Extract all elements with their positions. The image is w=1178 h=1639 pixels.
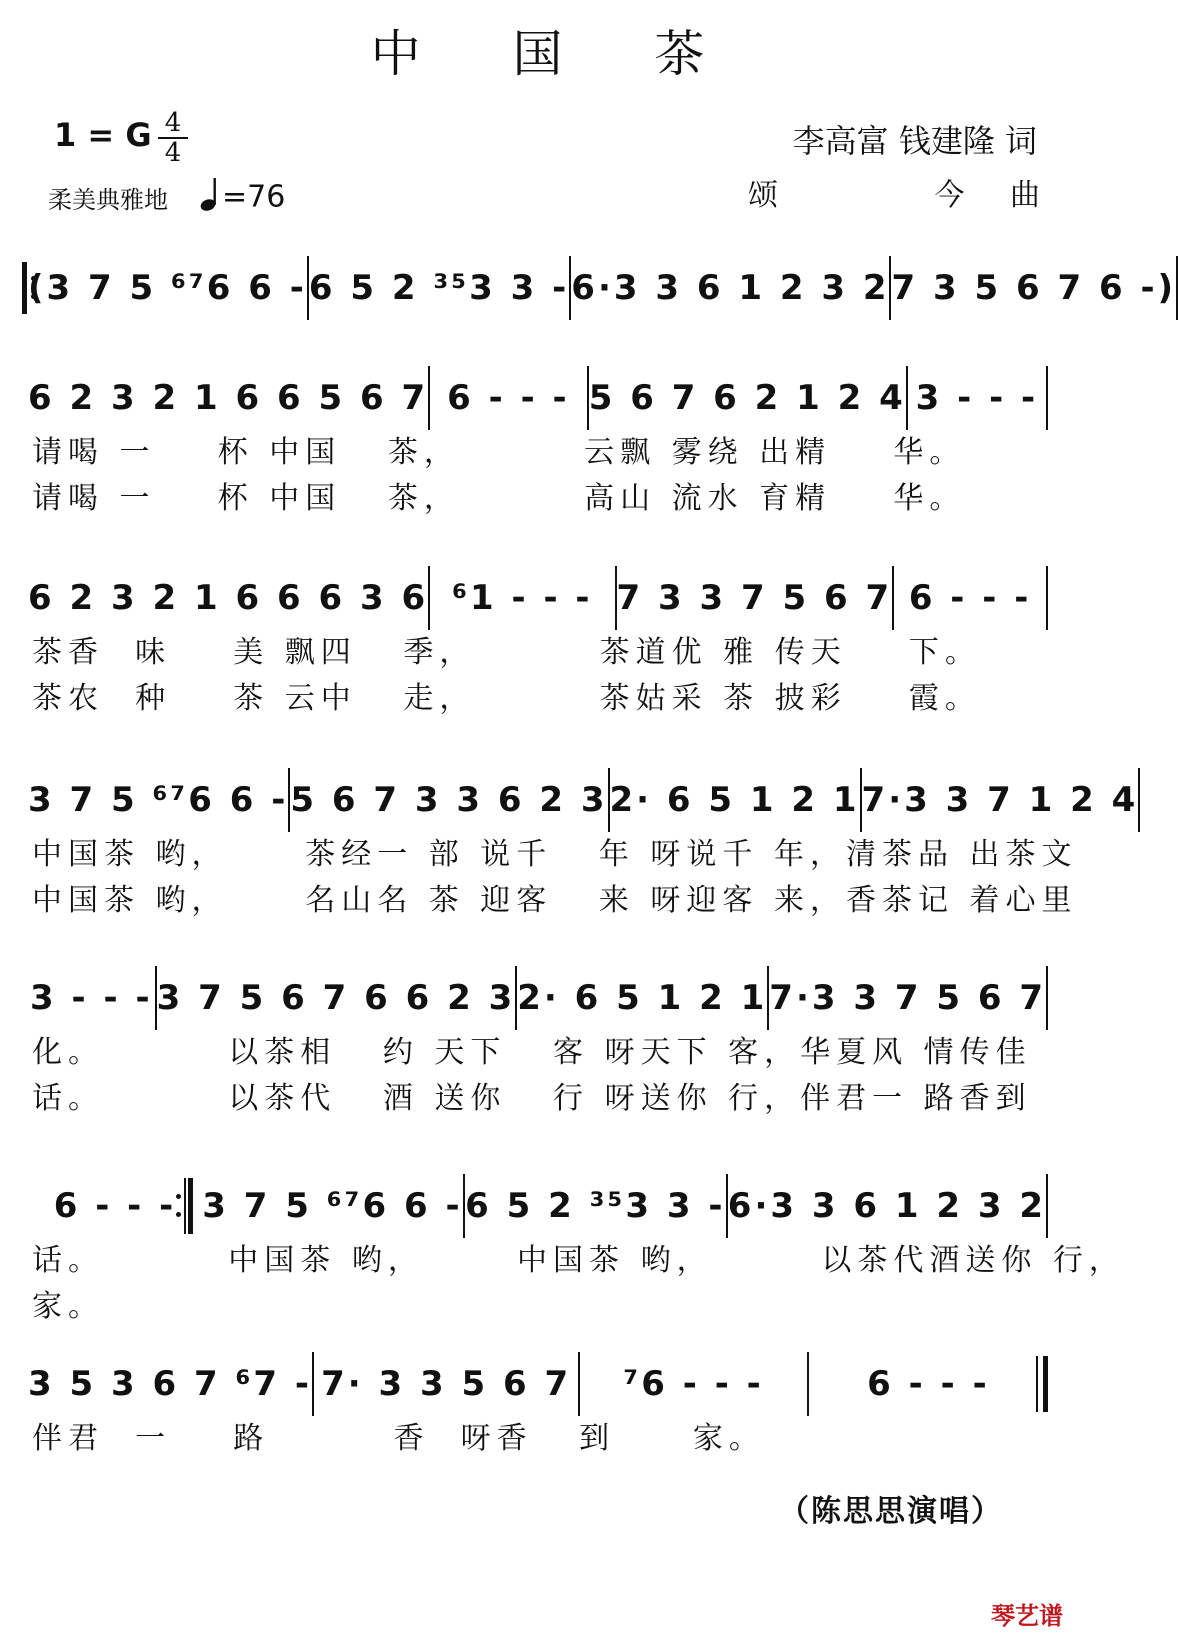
staff: [28, 966, 1048, 1030]
staff: [28, 1174, 1048, 1238]
measure: [610, 768, 862, 832]
measure: [309, 256, 571, 320]
lyric-line-1: 伴君 一 路 香 呀香 到 家。: [32, 1421, 765, 1456]
measures: [28, 1174, 1048, 1238]
measure-notes: 6 - - -: [908, 578, 1032, 618]
time-signature-bottom: 4: [164, 138, 182, 168]
measure-notes: 6 2 3 2 1 6 6 5 6 7: [28, 378, 429, 418]
measure-notes: 3 7 5 6 7 6 6 2 3: [156, 978, 516, 1018]
measure: [891, 256, 1178, 320]
time-signature-top: 4: [164, 108, 182, 138]
lyric-line-1: 中国茶 哟， 茶经一 部 说千 年 呀说千 年，清茶品 出茶文: [32, 837, 1078, 872]
measure: [589, 366, 908, 430]
measure-notes: 7·3 3 7 1 2 4: [861, 780, 1139, 820]
measure-notes: (3 7 5 ⁶⁷6 6 -: [28, 268, 307, 308]
measure: [202, 1174, 465, 1238]
measures: [28, 256, 1177, 320]
lyric-line-2: 中国茶 哟， 名山名 茶 迎客 来 呀迎客 来，香茶记 着心里: [32, 883, 1078, 918]
measures: [28, 1352, 1048, 1416]
time-signature: [158, 110, 188, 166]
staff: [28, 1352, 1048, 1416]
measure-notes: 2· 6 5 1 2 1: [609, 780, 860, 820]
lyric-line-2: 请喝 一 杯 中国 茶， 高山 流水 育精 华。: [32, 481, 966, 516]
score-system-5: [28, 966, 1048, 1122]
measure-notes: 6·3 3 6 1 2 3 2: [571, 268, 890, 308]
measure: [580, 1352, 809, 1416]
measure: [617, 566, 895, 630]
measure: [430, 566, 616, 630]
measure-notes: 7· 3 3 5 6 7: [321, 1364, 572, 1404]
measure-notes: 3 - - -: [30, 978, 153, 1018]
expression-marking: 柔美典雅地: [48, 186, 168, 214]
measure: [157, 966, 518, 1030]
measure-notes: 7 3 5 6 7 6 -): [891, 268, 1177, 308]
measure: [28, 366, 430, 430]
tempo-value: =76: [222, 179, 286, 215]
measure: [571, 256, 891, 320]
measure-notes: ⁷6 - - -: [623, 1364, 764, 1404]
measure: [517, 966, 769, 1030]
measure-notes: 6 - - -: [447, 378, 570, 418]
measure-notes: 5 6 7 3 3 6 2 3: [290, 780, 608, 820]
lyric-line-2: 话。 以茶代 酒 送你 行 呀送你 行，伴君一 路香到: [32, 1081, 1032, 1116]
measures: [28, 768, 1139, 832]
measure: [28, 566, 430, 630]
staff: [28, 566, 1048, 630]
measure: [894, 566, 1048, 630]
watermark-logo: 琴艺谱: [991, 1602, 1063, 1630]
measure-notes: 5 6 7 6 2 1 2 4: [588, 378, 906, 418]
measure: [28, 966, 157, 1030]
repeat-end-barline: [176, 1178, 196, 1234]
final-barline: [1036, 1356, 1048, 1412]
measure: [908, 366, 1048, 430]
staff: [28, 768, 1139, 832]
measure: [28, 768, 290, 832]
measure-notes: 3 5 3 6 7 ⁶7 -: [28, 1364, 312, 1404]
performer-credit: （陈思思演唱）: [779, 1494, 1003, 1529]
measure-notes: 6 5 2 ³⁵3 3 -: [465, 1186, 726, 1226]
measure-notes: 7·3 3 7 5 6 7: [769, 978, 1046, 1018]
page-title: 中 国 茶: [370, 25, 743, 83]
measure: [290, 768, 609, 832]
measure-notes: 2· 6 5 1 2 1: [517, 978, 768, 1018]
measure: [769, 966, 1048, 1030]
measure-notes: 6 - - -: [53, 1186, 177, 1226]
measure-notes: 6 - - -: [867, 1364, 990, 1404]
quarter-note-icon: [200, 176, 222, 220]
measure: [430, 366, 589, 430]
measure: [862, 768, 1141, 832]
measure: [314, 1352, 580, 1416]
measure-notes: 7 3 3 7 5 6 7: [616, 578, 893, 618]
score-system-2: [28, 366, 1048, 522]
measures: [28, 566, 1048, 630]
score-system-1: [28, 256, 1177, 320]
measure: [28, 256, 309, 320]
score-system-3: [28, 566, 1048, 722]
measure: [728, 1174, 1048, 1238]
tempo-marking: [200, 176, 285, 220]
composer-name: 颂: [748, 178, 778, 213]
measure: [465, 1174, 728, 1238]
staff: [28, 256, 1177, 320]
measure: [809, 1352, 1048, 1416]
measure-notes: 3 - - -: [915, 378, 1039, 418]
measure: [28, 1352, 314, 1416]
score-system-4: [28, 768, 1139, 924]
lyric-line-1: 请喝 一 杯 中国 茶， 云飘 雾绕 出精 华。: [32, 435, 966, 470]
lyric-line-2: 茶农 种 茶 云中 走， 茶姑采 茶 披彩 霞。: [32, 681, 981, 716]
score-system-6: [28, 1174, 1125, 1330]
measure-notes: 3 7 5 ⁶⁷6 6 -: [28, 780, 289, 820]
measure-notes: 6·3 3 6 1 2 3 2: [727, 1186, 1046, 1226]
measures: [28, 366, 1048, 430]
measure-notes: 6 5 2 ³⁵3 3 -: [308, 268, 570, 308]
lyric-line-1: 话。 中国茶 哟， 中国茶 哟， 以茶代酒送你 行，: [32, 1243, 1125, 1278]
measure: [28, 1174, 202, 1238]
measure-notes: 6 2 3 2 1 6 6 6 3 6: [28, 578, 429, 618]
measure-notes: ⁶1 - - -: [452, 578, 593, 618]
key-signature: 1 = G: [54, 116, 152, 154]
staff: [28, 366, 1048, 430]
lyric-line-1: 茶香 味 美 飘四 季， 茶道优 雅 传天 下。: [32, 635, 981, 670]
lyric-line-2: 家。: [32, 1289, 104, 1324]
lyric-line-1: 化。 以茶相 约 天下 客 呀天下 客，华夏风 情传佳: [32, 1035, 1032, 1070]
score-system-7: [28, 1352, 1048, 1462]
measure-notes: 3 7 5 ⁶⁷6 6 -: [202, 1186, 463, 1226]
composer-credit: [748, 170, 1058, 214]
composer-suffix: 今 曲: [934, 178, 1058, 213]
lyricist-credit: 李高富 钱建隆 词: [792, 122, 1037, 160]
measures: [28, 966, 1048, 1030]
